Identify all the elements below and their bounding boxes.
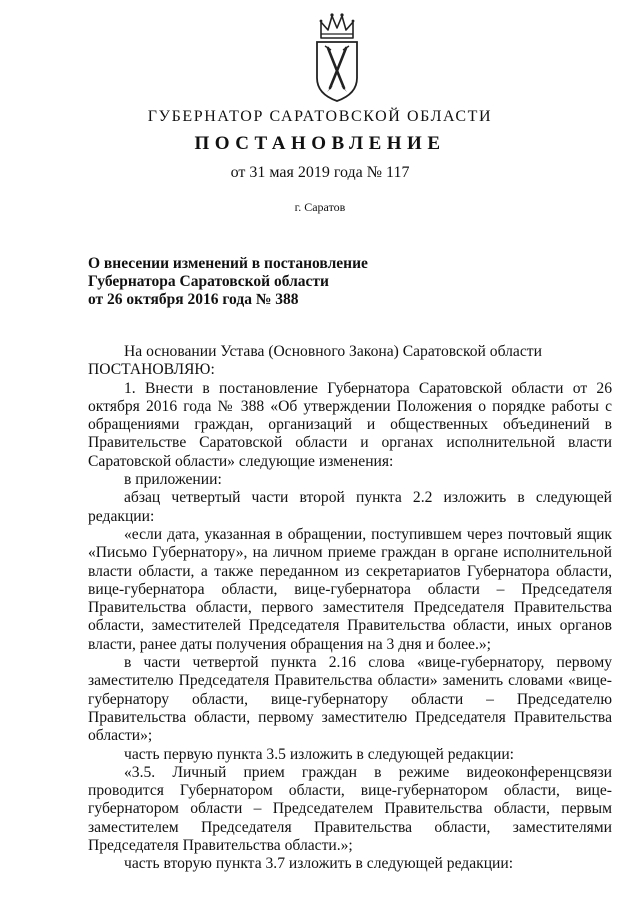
document-type-title: ПОСТАНОВЛЕНИЕ (194, 133, 446, 154)
body-paragraph: часть первую пункта 3.5 изложить в следующей редакции: (124, 745, 515, 763)
document-city: г. Саратов (294, 200, 346, 214)
body-paragraph: в части четвертой пункта 2.16 слова «вице-губернатору, первому заместителю Председателя Правительства области» заменить словами «вице-губернатору области, вице-губернатору области – Председателю Правительства области, первому заместителю Председателя Правительства области»; (88, 654, 612, 745)
body-paragraph: «3.5. Личный прием граждан в режиме видеоконференцсвязи проводится Губернатором области, вице-губернатором области, вице-губернатором области – Председателем Правительства области, первым заместителем Председателя Правительства области, заместителями Председателя Правительства области.»; (88, 763, 612, 855)
document-date-number: от 31 мая 2019 года № 117 (230, 164, 410, 181)
organization-title: ГУБЕРНАТОР САРАТОВСКОЙ ОБЛАСТИ (147, 108, 493, 125)
resolution-keyword: ПОСТАНОВЛЯЮ: (88, 361, 215, 379)
document-subject (88, 255, 418, 309)
body-paragraph: абзац четвертый части второй пункта 2.2 изложить в следующей редакции: (88, 489, 612, 525)
body-paragraph: «если дата, указанная в обращении, поступившем через почтовый ящик «Письмо Губернатору», на личном приеме граждан в органе исполнительной власти области, а также переданном из секретариатов Губернатора области, вице-губернатора области, вице-губернатора области – Председателя Правительства области, первого заместителя Председателя Правительства области, заместителей Председателя Правительства области, иных органов власти, ранее даты получения обращения на 3 дня и более.»; (88, 525, 612, 653)
subject-line: Губернатора Саратовской области (88, 273, 329, 290)
subject-line: от 26 октября 2016 года № 388 (88, 291, 299, 308)
subject-line: О внесении изменений в постановление (88, 255, 368, 272)
document-body (88, 343, 612, 874)
coat-of-arms-icon (311, 8, 363, 104)
body-paragraph: в приложении: (124, 471, 222, 489)
body-paragraph: часть вторую пункта 3.7 изложить в следующей редакции: (124, 855, 514, 873)
body-paragraph: 1. Внести в постановление Губернатора Саратовской области от 26 октября 2016 года № 388 «Об утверждении Положения о порядке работы с обращениями граждан, организаций и общественных объединений в Правительстве Саратовской области и органах исполнительной власти Саратовской области» следующие изменения: (88, 379, 612, 470)
body-paragraph: На основании Устава (Основного Закона) Саратовской области (124, 343, 542, 360)
